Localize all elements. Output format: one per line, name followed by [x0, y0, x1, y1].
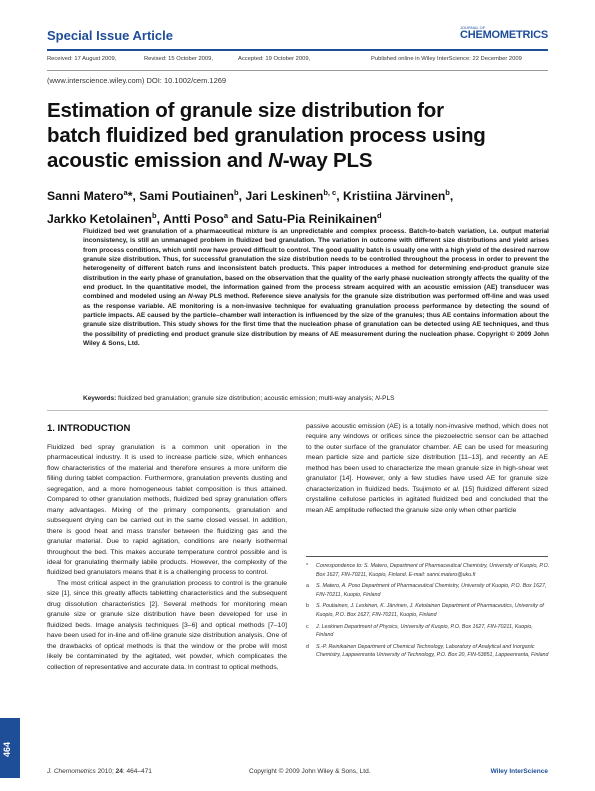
author-list [47, 183, 552, 229]
paragraph: passive acoustic emission (AE) is a totally non-invasive method, which does not require any windows or orifices since the piezoelectric sensor can be attached to the outer surface of the granulator chamber. AE can be used for measuring mean particle size and particle size distribution [11–13], and recently an AE method has been used to characterize the mean granule size in high-shear wet granulator [14]. However, only a few studies have used AE for granule size characterization in fluidized beds. Tsujimoto et al. [15] fluidized different sized crystalline cellulose particles in agitated fluidized bed and concluded that the mean AE amplitude reflected the granule size only when other particle [306, 423, 548, 514]
journal-logo [458, 26, 548, 48]
author: Sami Poutiainen$^b$, [139, 188, 246, 204]
header-rule [47, 49, 548, 51]
footer-publisher-link[interactable]: Wiley InterScience [490, 768, 548, 775]
author: Antti Poso$^a$ and [162, 211, 257, 227]
title-line: acoustic emission and N-way PLS [47, 149, 373, 172]
title-line: Estimation of granule size distribution for [47, 99, 444, 122]
dates-rule [47, 70, 548, 71]
paragraph: Fluidized bed spray granulation is a common unit operation in the pharmaceutical industry. It is used to increase particle size, which enhances flow characteristics of the material and therefore ensures a more uniform die filling during tablet compaction. Furthermore, granulation prevents dusting and segregation, and a more homogeneous tablet composition is thus attained. Compared to other granulation methods, fluidized bed spray granulation offers many advantages. Mixing of the primary components, granulation and subsequent drying can be carried out in the same closed vessel. In addition, there is good heat and mass transfer between the fluidizing gas and the granular material. Due to rapid agitation, conditions are nearly isothermal throughout the bed. This makes accurate temperature control possible and is ideal for granulating thermally labile products. However, the complexity of the fluidized bed granulators means that it is a challenging process to control. [47, 444, 287, 577]
journal-logo-name: CHEMOMETRICS [459, 29, 548, 41]
dates-row [47, 56, 548, 66]
section-divider [47, 410, 548, 411]
page-number: 464 [2, 741, 12, 757]
author: Kristiina Järvinen$^b$, [343, 188, 454, 204]
body-column-right [306, 422, 548, 516]
keywords: Keywords: fluidized bed granulation; granule size distribution; acoustic emission; multi-way analysis; N-PLS [83, 395, 395, 402]
header [47, 26, 548, 48]
section-heading: 1. INTRODUCTION [47, 423, 131, 434]
footnote: a S. Matero, A. Poso Department of Pharmaceutical Chemistry, University of Kuopio, P.O. Box 1627, FIN-70211, Kuopio, Finland [306, 583, 547, 598]
article-title [47, 98, 557, 173]
doi-line[interactable]: (www.interscience.wiley.com) DOI: 10.1002/cem.1269 [47, 76, 227, 85]
keywords-label: Keywords: [83, 395, 117, 402]
date-received: Received: 17 August 2009, [47, 56, 117, 62]
date-revised: Revised: 15 October 2009, [144, 56, 213, 62]
footnote: d S.-P. Reinikainen Department of Chemical Technology, Laboratory of Analytical and Inorganic Chemistry, Lappeenranta University of Technology, P.O. Box 20, FIN-53851, Lappeenranta, Finland [306, 643, 549, 659]
article-type-label: Special Issue Article [47, 28, 173, 43]
body-column-left [47, 443, 287, 673]
footer-copyright: Copyright © 2009 John Wiley & Sons, Ltd. [249, 768, 371, 775]
footnotes [306, 562, 550, 663]
date-published: Published online in Wiley InterScience: 22 December 2009 [371, 56, 522, 62]
title-line: batch fluidized bed granulation process using [47, 124, 486, 147]
footnote-rule [306, 556, 548, 557]
footer-citation: J. Chemometrics 2010; 24: 464–471 [47, 768, 152, 775]
date-accepted: Accepted: 19 October 2009, [238, 56, 311, 62]
journal-logo-small-text: JOURNAL OF [460, 25, 486, 30]
footnote: * Correspondence to: S. Matero, Department of Pharmaceutical Chemistry, University of Kuopio, P.O. Box 1627, FIN-70211, Kuopio, Finland. E-mail: sanni.matero@uku.fi [306, 563, 550, 578]
author: Sanni Matero$^a$*, [47, 188, 140, 204]
paragraph: The most critical aspect in the granulation process to control is the granule size [1], since this greatly affects tabletting characteristics and the subsequent drug dissolution characteristics [2]. Several methods for monitoring mean granule size or granule size distribution have been developed for use in fluidized beds. Image analysis techniques [3–6] and optical methods [7–10] have been used for in-line and off-line granule size distribution analysis. One of the drawbacks of optical methods is that the window or the probe will most likely be contaminated by the agitated, wet powder, which complicates the collection of representative and accurate data. In contrast to optical methods, [47, 579, 287, 671]
abstract: Fluidized bed wet granulation of a pharmaceutical mixture is an unpredictable and complex process. Batch-to-batch variation, i.e. output material inconsistency, is still an unmanaged problem in fluidized bed granulation. The variation in outcome with different size distributions and yield arises from process conditions, which until now have proved difficult to control. The good quality batch is usually one with a high yield of the desired narrow granule size distribution. Thus, for successful granulation the size distribution needs to be controlled throughout the process in order to prevent the heterogeneity of different batch runs and inconsistent batch products. This paper introduces a method for determining end-product granule size distribution in the early phase of granulation, based on the observation that the quality of the early phase nucleation strongly affects the quality of the end product. In the quantitative model, the information gained from the process stream acquired with an acoustic emission (AE) transducer was combined and modeled using an N-way PLS method. Reference sieve analysis for the granule size distribution was performed off-line and was used as the response variable. AE monitoring is a non-invasive technique for evaluating granulation process performance by detecting the sound of particle impacts. AE caused by the particle–chamber wall interaction is influenced by the size of the granules; thus AE contains information about the granule size distribution. This study shows for the first time that the nucleation phase of granulation can be detected using AE techniques, and thus the possibility of predicting end product granule size distribution by means of AE measurement during the nucleation phase. Copyright © 2009 John Wiley & Sons, Ltd. [83, 228, 549, 348]
footnote: c J. Leskinen Department of Physics, University of Kuopio, P.O. Box 1627, FIN-70211, Kuopio, Finland [306, 623, 533, 639]
footnote: b S. Poutiainen, J. Leskinen, K. Järvinen, J. Ketolainen Department of Pharmaceutics, University of Kuopio, P.O. Box 1627, FIN-70211, Kuopio, Finland [306, 603, 544, 618]
author: Satu-Pia Reinikainen$^d$ [256, 211, 382, 227]
author: Jarkko Ketolainen$^b$, [47, 211, 163, 227]
author: Jari Leskinen$^{b, c}$, [245, 188, 344, 204]
